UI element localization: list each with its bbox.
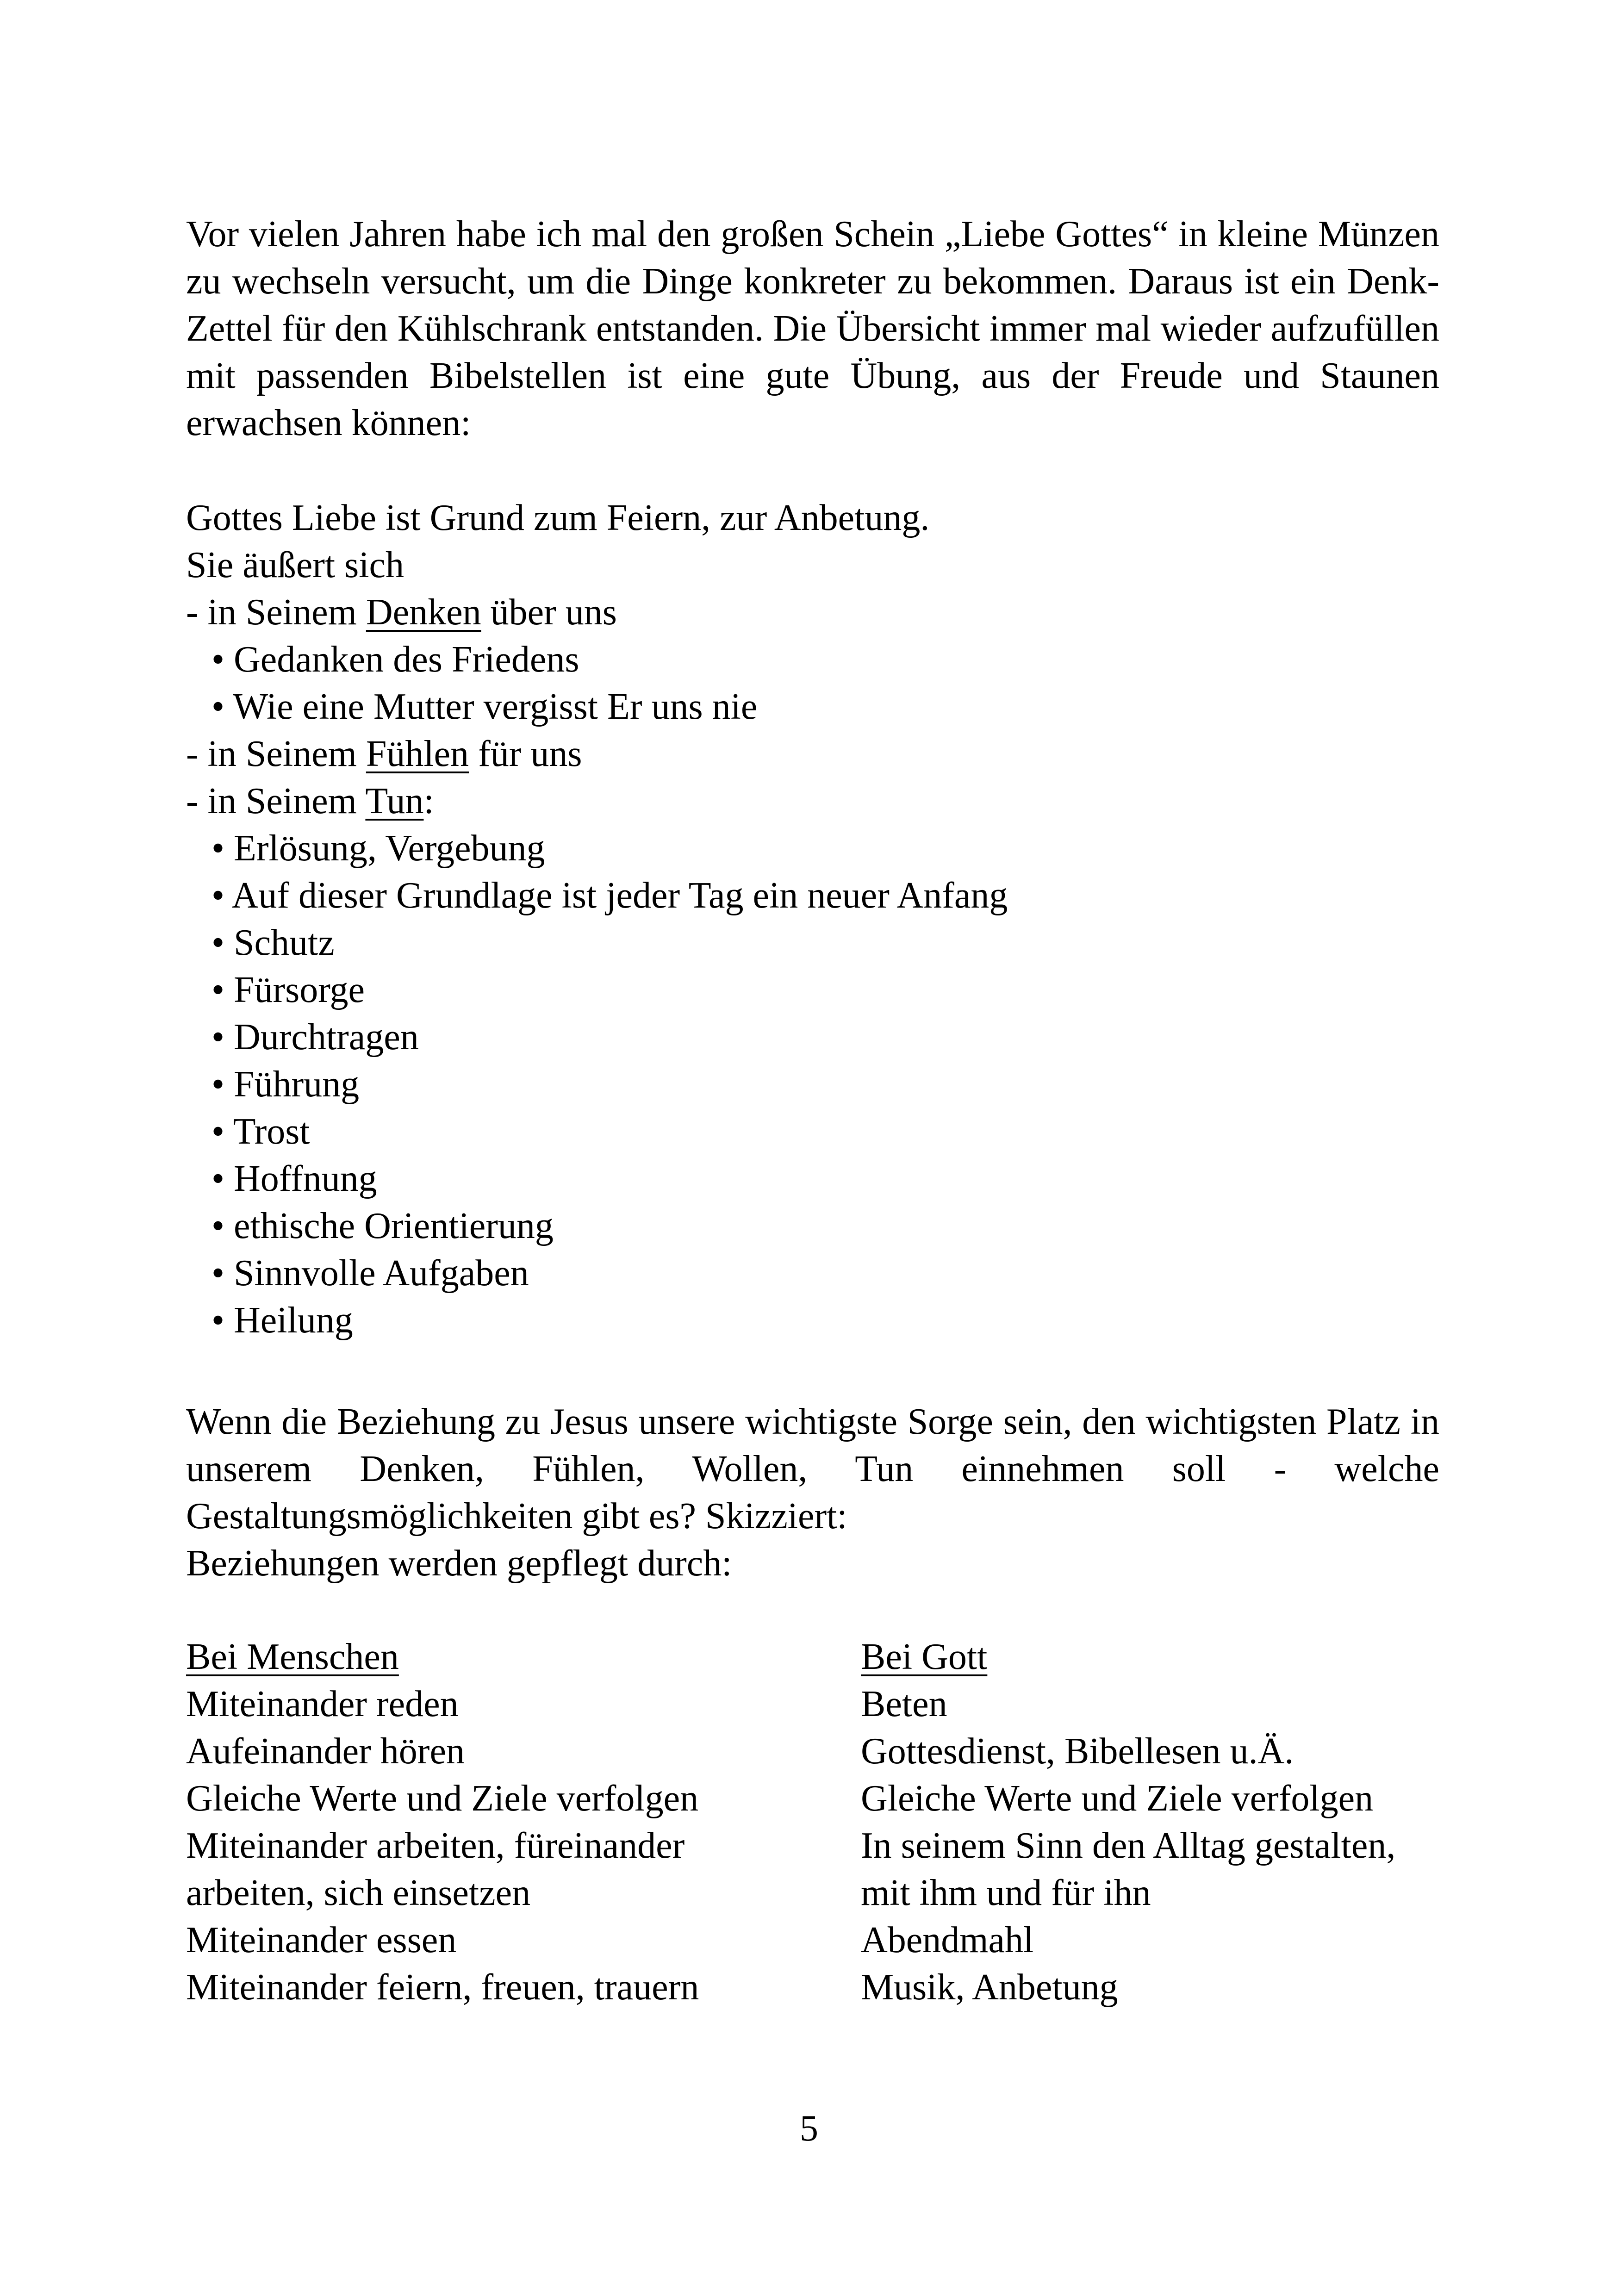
doing-keyword: Tun [365, 781, 424, 821]
doing-item: • Auf dieser Grundlage ist jeder Tag ein neuer Anfang [212, 875, 1008, 916]
doing-item: • Heilung [212, 1300, 353, 1341]
left-row: Gleiche Werte und Ziele verfolgen [186, 1778, 699, 1819]
intro-paragraph-block [186, 211, 1439, 447]
doing-item: • Fürsorge [212, 970, 365, 1010]
left-row: Miteinander feiern, freuen, trauern [186, 1967, 699, 2008]
right-row: Gleiche Werte und Ziele verfolgen [861, 1778, 1374, 1819]
thinking-prefix: - in Seinem [186, 592, 366, 633]
doing-item: • Trost [212, 1111, 310, 1152]
comparison-left-column [186, 1633, 843, 2011]
feeling-suffix: für uns [469, 734, 582, 774]
page-number: 5 [800, 2108, 818, 2149]
doing-suffix: : [423, 781, 434, 821]
doing-item: • Führung [212, 1064, 360, 1105]
doing-item: • Schutz [212, 922, 335, 963]
relationship-line: Beziehungen werden gepflegt durch: [186, 1543, 732, 1584]
intro-paragraph: Vor vielen Jahren habe ich mal den großen Schein „Liebe Gottes“ in kleine Münzen zu wechseln versucht, um die Dinge konkreter zu bekommen. Daraus ist ein Denk-Zettel für den Kühlschrank entstanden. Die Übersicht immer mal wieder aufzufüllen mit passenden Bibelstellen ist eine gute Übung, aus der Freude und Staunen erwachsen können: [186, 214, 1439, 443]
relationship-paragraph: Wenn die Beziehung zu Jesus unsere wichtigste Sorge sein, den wichtigsten Platz in unserem Denken, Fühlen, Wollen, Tun einnehmen soll - welche Gestaltungsmöglichkeiten gibt es? Skizziert: [186, 1401, 1439, 1537]
left-row: Miteinander arbeiten, füreinander [186, 1825, 685, 1866]
right-row: Gottesdienst, Bibellesen u.Ä. [861, 1731, 1294, 1772]
love-heading: Gottes Liebe ist Grund zum Feiern, zur Anbetung. [186, 498, 930, 538]
left-row: Aufeinander hören [186, 1731, 465, 1772]
feeling-keyword: Fühlen [366, 734, 469, 774]
left-row: arbeiten, sich einsetzen [186, 1873, 531, 1913]
doing-item: • Hoffnung [212, 1158, 377, 1199]
thinking-keyword: Denken [366, 592, 481, 633]
thinking-line [186, 589, 1439, 636]
relationship-block [186, 1398, 1439, 1587]
doing-line [186, 778, 1439, 825]
doing-item: • ethische Orientierung [212, 1206, 554, 1246]
doing-prefix: - in Seinem [186, 781, 366, 821]
feeling-prefix: - in Seinem [186, 734, 366, 774]
love-subheading: Sie äußert sich [186, 545, 404, 585]
right-row: Musik, Anbetung [861, 1967, 1118, 2008]
doing-item: • Durchtragen [212, 1017, 419, 1058]
left-row: Miteinander reden [186, 1684, 459, 1724]
comparison-right-column [861, 1633, 1453, 2011]
left-row: Miteinander essen [186, 1920, 457, 1960]
thinking-suffix: über uns [481, 592, 617, 633]
doing-item: • Sinnvolle Aufgaben [212, 1253, 529, 1294]
right-row: Beten [861, 1684, 947, 1724]
right-row: mit ihm und für ihn [861, 1873, 1151, 1913]
right-row: Abendmahl [861, 1920, 1034, 1960]
right-column-header: Bei Gott [861, 1636, 988, 1677]
doing-item: • Erlösung, Vergebung [212, 828, 545, 869]
left-column-header: Bei Menschen [186, 1636, 399, 1677]
feeling-line [186, 730, 1439, 778]
right-row: In seinem Sinn den Alltag gestalten, [861, 1825, 1396, 1866]
thinking-item: • Wie eine Mutter vergisst Er uns nie [212, 686, 758, 727]
love-section [186, 494, 1439, 1344]
thinking-item: • Gedanken des Friedens [212, 639, 579, 680]
comparison-table [186, 1633, 1439, 2008]
